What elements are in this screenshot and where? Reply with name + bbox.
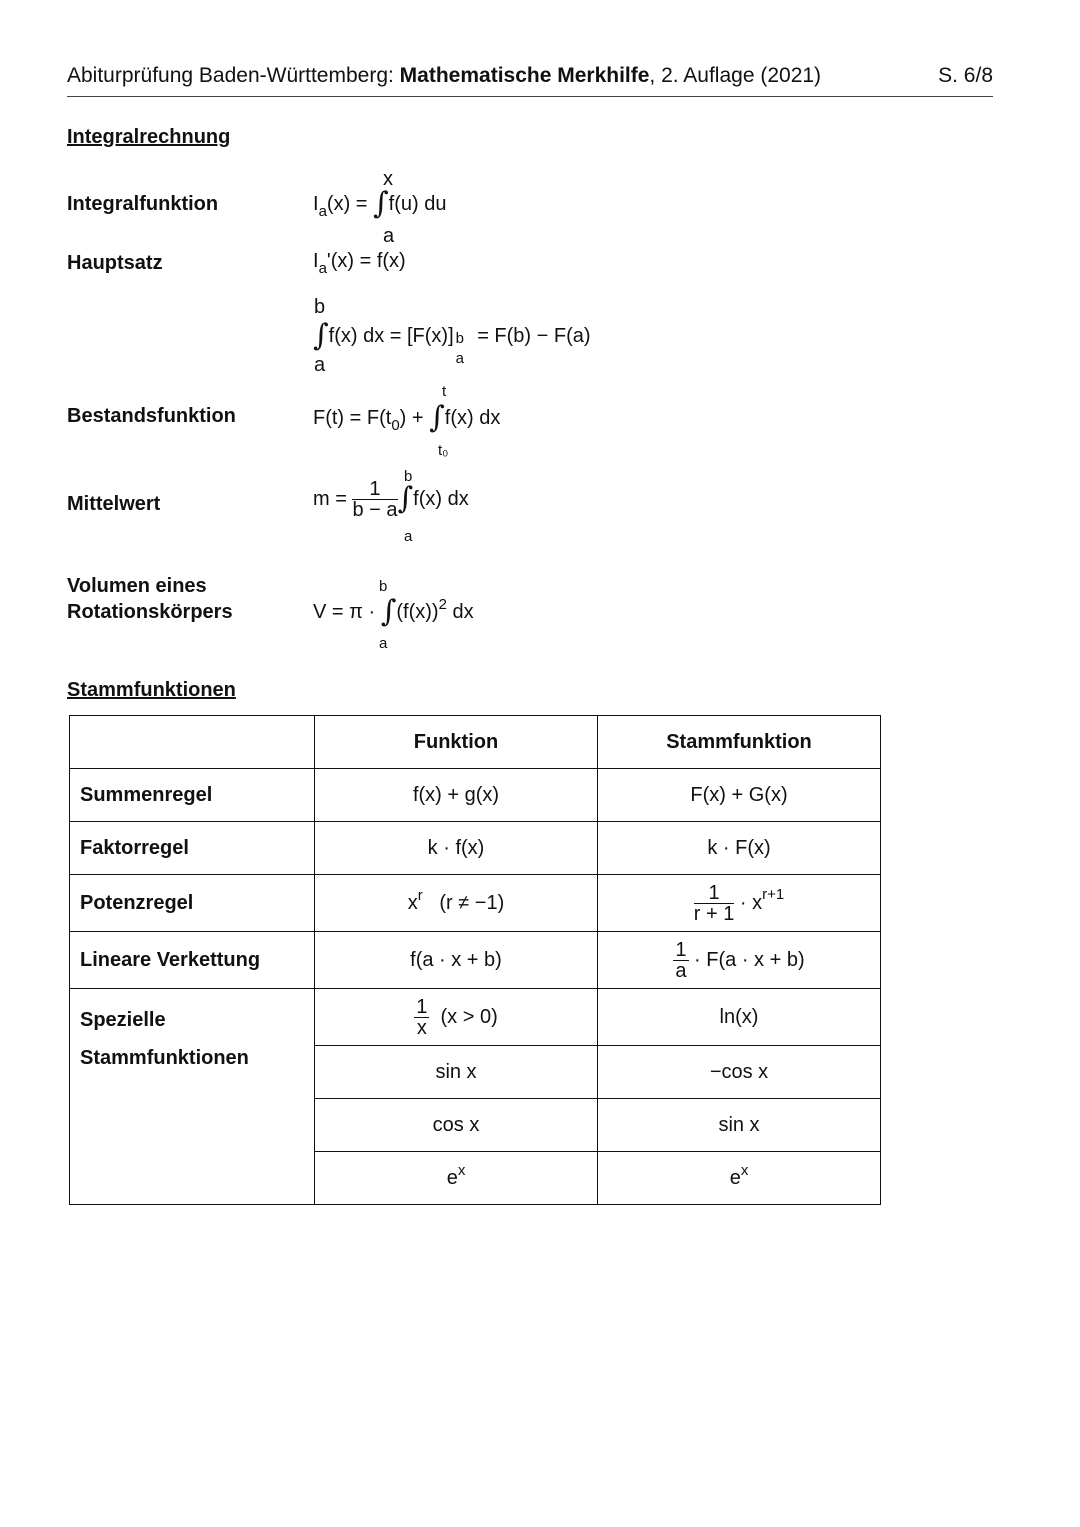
page-header <box>67 62 993 97</box>
table-row <box>70 822 881 875</box>
section-title-stammfunktionen: Stammfunktionen <box>67 679 236 701</box>
stammfunktion-cell: $\frac{1}{r + 1}$ · $x^{r+1}$ <box>598 875 881 932</box>
formula-hauptsatz-1: $I_a'(x) = f(x)$ <box>313 250 406 277</box>
integral-upper-bound: x <box>383 168 393 190</box>
fraction: $\frac{1}{b - a}$ <box>352 478 398 521</box>
stammfunktion-cell: −cos x <box>598 1046 881 1099</box>
integral-upper-bound: b <box>404 468 413 485</box>
formula-volumen: $V = \pi \cdot \int(f(x))^2$ dx <box>313 594 474 629</box>
integral-sign-icon: ∫ <box>313 318 329 353</box>
formula-integralfunktion: $I_a(x) = \int f(u)$ du <box>313 186 447 221</box>
label-mittelwert: Mittelwert <box>67 493 161 515</box>
table-header-row <box>70 716 881 769</box>
formula-hauptsatz-2: ∫f(x) dx = [F(x)] b a = F(b) − F(a) <box>313 318 591 367</box>
funktion-cell: f(x) + g(x) <box>315 769 598 822</box>
stammfunktion-cell: $e^x$ <box>598 1152 881 1205</box>
section-title-integralrechnung: Integralrechnung <box>67 126 231 148</box>
funktion-cell: cos x <box>315 1099 598 1152</box>
formula-bestandsfunktion: $F(t) = F(t_0) + \int f(x)$ dx <box>313 400 501 435</box>
table-header-funktion: Funktion <box>315 716 598 769</box>
funktion-cell: $\frac{1}{x}$ (x > 0) <box>315 989 598 1046</box>
table-row <box>70 932 881 989</box>
fraction: $\frac{1}{r + 1}$ <box>693 881 735 925</box>
funktion-cell: $e^x$ <box>315 1152 598 1205</box>
stammfunktion-cell: F(x) + G(x) <box>598 769 881 822</box>
fraction: $\frac{1}{a}$ <box>675 938 687 982</box>
stammfunktion-cell: $\frac{1}{a}$ · F(a · x + b) <box>598 932 881 989</box>
funktion-cell: $x^r$ (r ≠ −1) <box>315 875 598 932</box>
integral-upper-bound: t <box>442 383 447 400</box>
stammfunktion-cell: sin x <box>598 1099 881 1152</box>
stammfunktionen-table <box>69 715 881 1205</box>
integral-lower-bound: a <box>379 635 388 652</box>
integral-upper-bound: b <box>379 578 388 595</box>
header-title: Abiturprüfung Baden-Württemberg: Mathematische Merkhilfe, 2. Auflage (2021) <box>67 64 822 87</box>
label-hauptsatz: Hauptsatz <box>67 252 163 274</box>
fraction: $\frac{1}{x}$ <box>416 995 428 1039</box>
rule-name: Summenregel <box>70 769 315 822</box>
integral-sign-icon: ∫ <box>380 594 397 629</box>
table-row <box>70 875 881 932</box>
table-row <box>70 769 881 822</box>
page-number: S. 6/8 <box>938 64 993 87</box>
label-integralfunktion: Integralfunktion <box>67 193 219 215</box>
funktion-cell: f(a · x + b) <box>315 932 598 989</box>
stammfunktion-cell: k · F(x) <box>598 822 881 875</box>
label-bestandsfunktion: Bestandsfunktion <box>67 405 236 427</box>
integral-lower-bound: t₀ <box>438 442 449 459</box>
integral-lower-bound: a <box>404 528 413 545</box>
table-header-cell <box>70 716 315 769</box>
rule-name: Lineare Verkettung <box>70 932 315 989</box>
integral-sign-icon: ∫ <box>429 400 445 435</box>
integral-sign-icon: ∫ <box>397 480 414 516</box>
integral-lower-bound: a <box>383 225 395 247</box>
table-header-stammfunktion: Stammfunktion <box>598 716 881 769</box>
formula-mittelwert: m = $\frac{1}{b - a}$ ∫f(x) dx <box>313 478 469 521</box>
stammfunktion-cell: ln(x) <box>598 989 881 1046</box>
rule-name: Faktorregel <box>70 822 315 875</box>
rule-name: Spezielle Stammfunktionen <box>70 989 315 1205</box>
rule-name: Potenzregel <box>70 875 315 932</box>
integral-lower-bound: a <box>314 354 326 376</box>
label-volumen: Volumen eines Rotationskörpers <box>67 575 233 623</box>
integral-upper-bound: b <box>314 296 326 318</box>
funktion-cell: k · f(x) <box>315 822 598 875</box>
integral-sign-icon: ∫ <box>373 186 389 221</box>
table-row <box>70 989 881 1046</box>
funktion-cell: sin x <box>315 1046 598 1099</box>
